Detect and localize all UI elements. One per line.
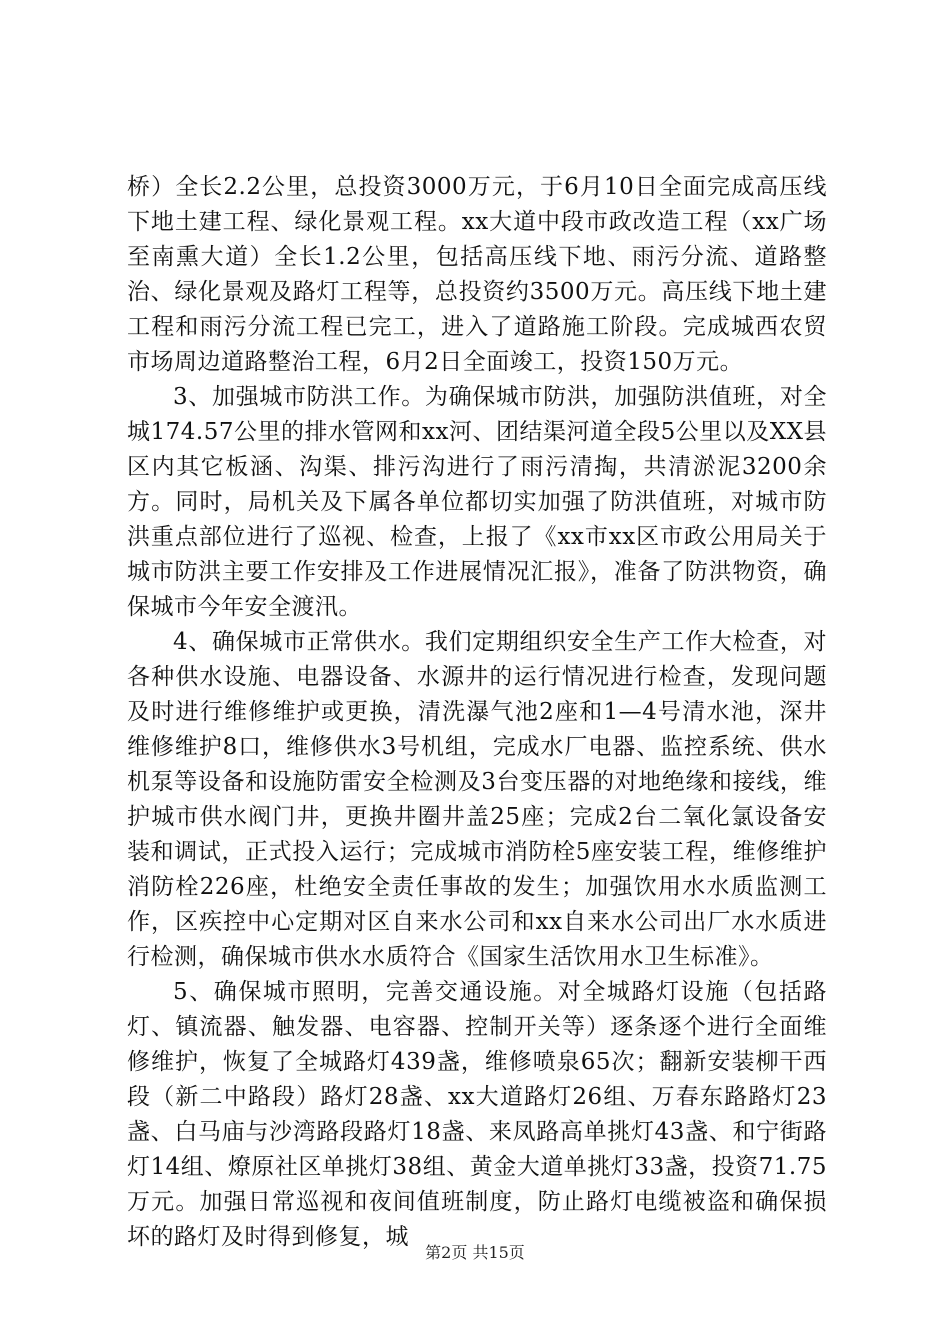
paragraph-2: 3、加强城市防洪工作。为确保城市防洪，加强防洪值班，对全城174.57公里的排水管网和xx河、团结渠河道全段5公里以及XX县区内其它板涵、沟渠、排污沟进行了雨污清掏，共清淤泥3200余方。同时，局机关及下属各单位都切实加强了防洪值班，对城市防洪重点部位进行了巡视、检查，上报了《xx市xx区市政公用局关于城市防洪主要工作安排及工作进展情况汇报》，准备了防洪物资，确保城市今年安全渡汛。: [127, 384, 827, 620]
paragraph-4: 5、确保城市照明，完善交通设施。对全城路灯设施（包括路灯、镇流器、触发器、电容器、控制开关等）逐条逐个进行全面维修维护，恢复了全城路灯439盏，维修喷泉65次；翻新安装柳干西段（新二中路段）路灯28盏、xx大道路灯26组、万春东路路灯23盏、白马庙与沙湾路段路灯18盏、来凤路高单挑灯43盏、和宁街路灯14组、燎原社区单挑灯38组、黄金大道单挑灯33盏，投资71.75万元。加强日常巡视和夜间值班制度，防止路灯电缆被盗和确保损坏的路灯及时得到修复，城: [127, 979, 827, 1250]
document-page: [127, 170, 827, 1255]
paragraph-3: 4、确保城市正常供水。我们定期组织安全生产工作大检查，对各种供水设施、电器设备、水源井的运行情况进行检查，发现问题及时进行维修维护或更换，清洗瀑气池2座和1—4号清水池，深井维修维护8口，维修供水3号机组，完成水厂电器、监控系统、供水机泵等设备和设施防雷安全检测及3台变压器的对地绝缘和接线，维护城市供水阀门井，更换井圈井盖25座；完成2台二氧化氯设备安装和调试，正式投入运行；完成城市消防栓5座安装工程，维修维护消防栓226座，杜绝安全责任事故的发生；加强饮用水水质监测工作，区疾控中心定期对区自来水公司和xx自来水公司出厂水水质进行检测，确保城市供水水质符合《国家生活饮用水卫生标准》。: [127, 629, 827, 970]
paragraph-1: 桥）全长2.2公里，总投资3000万元，于6月10日全面完成高压线下地土建工程、绿化景观工程。xx大道中段市政改造工程（xx广场至南熏大道）全长1.2公里，包括高压线下地、雨污分流、道路整治、绿化景观及路灯工程等，总投资约3500万元。高压线下地土建工程和雨污分流工程已完工，进入了道路施工阶段。完成城西农贸市场周边道路整治工程，6月2日全面竣工，投资150万元。: [127, 174, 827, 375]
page-number-footer: 第2页 共15页: [425, 1243, 525, 1262]
